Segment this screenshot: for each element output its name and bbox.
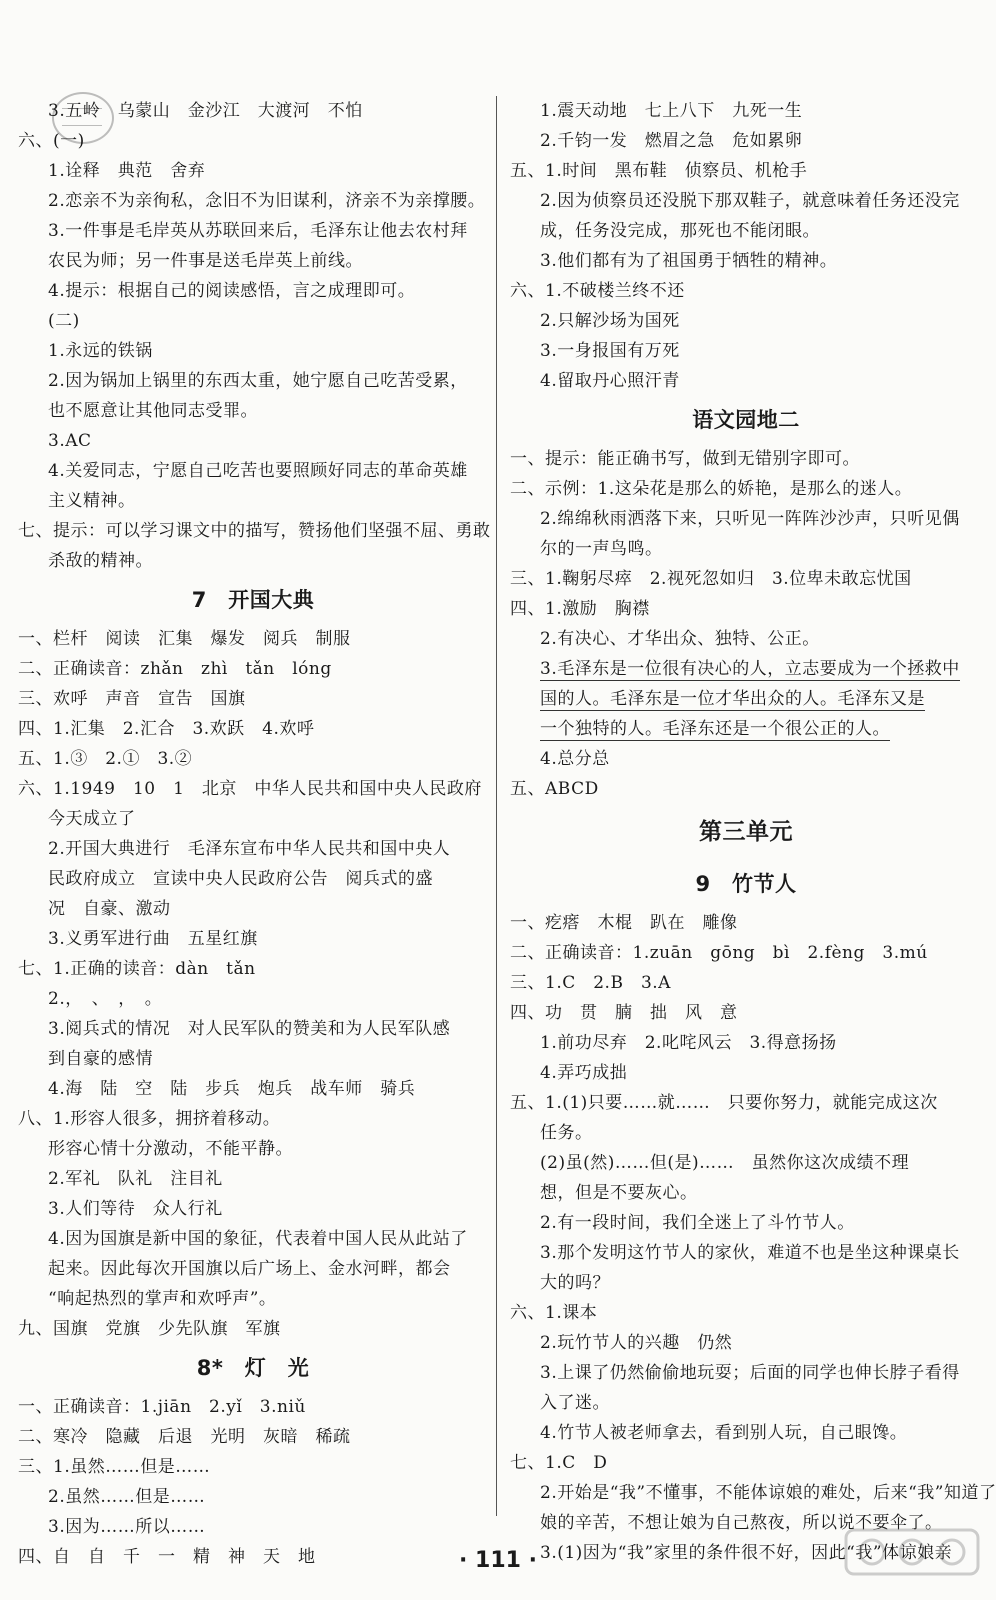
answer-line xyxy=(18,1074,488,1104)
answer-line-text: 1.前功尽弃 2.叱咤风云 3.得意扬扬 xyxy=(540,1033,837,1053)
answer-line-text: 国的人。毛泽东是一位才华出众的人。毛泽东又是 xyxy=(540,689,925,709)
answer-line-text: 2.军礼 队礼 注目礼 xyxy=(48,1169,223,1189)
answer-line xyxy=(18,216,488,246)
answer-line xyxy=(510,366,982,396)
answer-line xyxy=(18,774,488,804)
answer-line xyxy=(510,1208,982,1238)
answer-line-text: 2.因为锅加上锅里的东西太重，她宁愿自己吃苦受累， xyxy=(48,371,468,391)
answer-line xyxy=(510,1448,982,1478)
answer-line-text: 2.因为侦察员还没脱下那双鞋子，就意味着任务还没完 xyxy=(540,191,960,211)
answer-line-text: 六、1.不破楼兰终不还 xyxy=(510,281,685,301)
answer-line-text: “响起热烈的掌声和欢呼声”。 xyxy=(48,1289,277,1309)
answer-line-text: 2.虽然……但是…… xyxy=(48,1487,206,1507)
answer-line xyxy=(18,954,488,984)
answer-line-text: 农民为师；另一件事是送毛岸英上前线。 xyxy=(48,251,363,271)
section-heading-text: 8* 灯 光 xyxy=(196,1356,310,1380)
answer-line-text: 大的吗？ xyxy=(540,1273,610,1293)
section-heading xyxy=(18,1344,488,1392)
answer-line-text: 五、1.③ 2.① 3.② xyxy=(18,749,193,769)
answer-line xyxy=(18,306,488,336)
answer-line xyxy=(510,1478,996,1508)
answer-line xyxy=(18,366,488,396)
answer-line-text: 九、国旗 党旗 少先队旗 军旗 xyxy=(18,1319,281,1339)
answer-line xyxy=(510,306,982,336)
answer-line-text: 4.留取丹心照汗青 xyxy=(540,371,680,391)
answer-line xyxy=(510,216,982,246)
answer-line-text: 3.一身报国有万死 xyxy=(540,341,680,361)
answer-line xyxy=(18,684,488,714)
answer-line-text: 3.他们都有为了祖国勇于牺牲的精神。 xyxy=(540,251,838,271)
answer-line xyxy=(510,474,982,504)
answer-line-text: 4.弄巧成拙 xyxy=(540,1063,628,1083)
answer-line xyxy=(510,1088,982,1118)
answer-line xyxy=(18,336,488,366)
answer-line xyxy=(18,1194,488,1224)
answer-line xyxy=(18,156,488,186)
section-heading xyxy=(510,860,982,908)
answer-line-text: 一、正确读音：1.jiān 2.yǐ 3.niǔ xyxy=(18,1397,306,1417)
answer-line xyxy=(510,1298,982,1328)
answer-line-text: 3.义勇军进行曲 五星红旗 xyxy=(48,929,258,949)
answer-line xyxy=(18,624,488,654)
answer-line-text: 4.因为国旗是新中国的象征，代表着中国人民从此站了 xyxy=(48,1229,468,1249)
answer-line xyxy=(18,834,488,864)
answer-line-text: 一、疙瘩 木棍 趴在 雕像 xyxy=(510,913,738,933)
answer-line xyxy=(18,546,488,576)
answer-line xyxy=(18,744,488,774)
answer-line-text: 杀敌的精神。 xyxy=(48,551,153,571)
answer-line-text: 2.只解沙场为国死 xyxy=(540,311,680,331)
answer-line-text: 四、1.汇集 2.汇合 3.欢跃 4.欢呼 xyxy=(18,719,315,739)
answer-line-text: 三、欢呼 声音 宣告 国旗 xyxy=(18,689,246,709)
answer-line xyxy=(510,1118,982,1148)
left-column xyxy=(18,96,491,1572)
answer-line-text: 1.震天动地 七上八下 九死一生 xyxy=(540,101,803,121)
column-divider xyxy=(496,96,497,1516)
answer-line xyxy=(510,1418,982,1448)
answer-line-text: 一个独特的人。毛泽东还是一个很公正的人。 xyxy=(540,719,890,739)
answer-line-text: 2.开始是“我”不懂事，不能体谅娘的难处，后来“我”知道了 xyxy=(540,1483,996,1503)
answer-line xyxy=(510,684,982,714)
answer-line-text: 五、ABCD xyxy=(510,779,599,799)
answer-line-text: 4.海 陆 空 陆 步兵 炮兵 战车师 骑兵 xyxy=(48,1079,416,1099)
answer-line xyxy=(18,276,488,306)
answer-line xyxy=(510,1058,982,1088)
answer-line-text: 八、1.形容人很多，拥挤着移动。 xyxy=(18,1109,281,1129)
answer-line xyxy=(510,1148,982,1178)
answer-line-text: 三、1.C 2.B 3.A xyxy=(510,973,671,993)
answer-line-text: 起来。因此每次开国旗以后广场上、金水河畔，都会 xyxy=(48,1259,451,1279)
unit-heading xyxy=(510,804,982,860)
answer-line-text: 2.， 、 ， 。 xyxy=(48,989,163,1009)
answer-line xyxy=(18,1452,488,1482)
answer-line xyxy=(510,504,982,534)
answer-line-text: 4.竹节人被老师拿去，看到别人玩，自己眼馋。 xyxy=(540,1423,908,1443)
answer-line-text: 四、自 自 千 一 精 神 天 地 xyxy=(18,1547,316,1567)
answer-line-text: 六、(一) xyxy=(18,131,85,151)
answer-line-text: 四、功 贯 腩 拙 风 意 xyxy=(510,1003,738,1023)
answer-line xyxy=(510,444,982,474)
answer-line-text: 3.一件事是毛岸英从苏联回来后，毛泽东让他去农村拜 xyxy=(48,221,468,241)
answer-line xyxy=(18,1482,488,1512)
answer-line-text: 一、栏杆 阅读 汇集 爆发 阅兵 制服 xyxy=(18,629,351,649)
answer-line xyxy=(18,864,488,894)
answer-line-text: 成，任务没完成，那死也不能闭眼。 xyxy=(540,221,820,241)
answer-line xyxy=(510,336,982,366)
answer-line-text: 二、正确读音：1.zuān gōng bì 2.fèng 3.mú xyxy=(510,943,928,963)
answer-line xyxy=(18,426,488,456)
answer-line xyxy=(510,1178,982,1208)
answer-line xyxy=(510,246,982,276)
answer-line-text: 二、示例：1.这朵花是那么的娇艳，是那么的迷人。 xyxy=(510,479,913,499)
answer-line xyxy=(18,396,488,426)
answer-line-text: 3.上课了仍然偷偷地玩耍；后面的同学也伸长脖子看得 xyxy=(540,1363,960,1383)
answer-line-text: 3.因为……所以…… xyxy=(48,1517,206,1537)
answer-line xyxy=(18,714,488,744)
answer-line-text: 2.有决心、才华出众、独特、公正。 xyxy=(540,629,820,649)
answer-line-text: 五、1.(1)只要……就…… 只要你努力，就能完成这次 xyxy=(510,1093,938,1113)
answer-line-text: 今天成立了 xyxy=(48,809,136,829)
answer-line-text: 2.绵绵秋雨洒落下来，只听见一阵阵沙沙声，只听见偶 xyxy=(540,509,960,529)
answer-line xyxy=(510,1028,982,1058)
answer-line-text: 入了迷。 xyxy=(540,1393,610,1413)
answer-line xyxy=(510,1328,982,1358)
answer-line-text: 2.有一段时间，我们全迷上了斗竹节人。 xyxy=(540,1213,855,1233)
answer-line-text: 4.关爱同志，宁愿自己吃苦也要照顾好同志的革命英雄 xyxy=(48,461,468,481)
section-heading xyxy=(18,576,488,624)
answer-line xyxy=(510,156,982,186)
answer-line-text: 主义精神。 xyxy=(48,491,136,511)
answer-line-text: 五、1.时间 黑布鞋 侦察员、机枪手 xyxy=(510,161,808,181)
answer-line xyxy=(18,456,488,486)
answer-line xyxy=(510,714,982,744)
answer-line xyxy=(18,186,488,216)
answer-line-text: 2.千钧一发 燃眉之急 危如累卵 xyxy=(540,131,803,151)
unit-heading-text: 第三单元 xyxy=(699,819,793,845)
page-number: · 111 · xyxy=(459,1548,537,1573)
answer-line xyxy=(510,624,982,654)
answer-line-text: 况 自豪、激动 xyxy=(48,899,171,919)
answer-line xyxy=(18,924,488,954)
answer-line xyxy=(510,938,982,968)
answer-line xyxy=(18,984,488,1014)
answer-line-text: (二) xyxy=(48,311,80,331)
answer-line xyxy=(18,1314,488,1344)
watermark-logo-icon xyxy=(842,1520,982,1582)
answer-line xyxy=(510,126,982,156)
answer-line-text: 娘的辛苦，不想让娘为自己熬夜，所以说不要伞了。 xyxy=(540,1513,943,1533)
answer-line-text: 三、1.鞠躬尽瘁 2.视死忽如归 3.位卑未敢忘忧国 xyxy=(510,569,912,589)
answer-line xyxy=(18,246,488,276)
answer-line xyxy=(510,534,982,564)
answer-line xyxy=(18,1104,488,1134)
answer-line xyxy=(18,804,488,834)
answer-line-text: (2)虽(然)……但(是)…… 虽然你这次成绩不理 xyxy=(540,1153,910,1173)
answer-line-text: 1.永远的铁锅 xyxy=(48,341,153,361)
answer-line xyxy=(18,1284,488,1314)
answer-line xyxy=(510,654,982,684)
answer-line xyxy=(510,276,982,306)
answer-line xyxy=(510,1388,982,1418)
answer-line-text: 2.开国大典进行 毛泽东宣布中华人民共和国中央人 xyxy=(48,839,451,859)
answer-line xyxy=(18,96,488,126)
answer-line xyxy=(18,1254,488,1284)
answer-line xyxy=(18,654,488,684)
answer-line xyxy=(18,1422,488,1452)
answer-line-text: 3.阅兵式的情况 对人民军队的赞美和为人民军队感 xyxy=(48,1019,451,1039)
answer-line-text: 3.那个发明这竹节人的家伙，难道不也是坐这种课桌长 xyxy=(540,1243,960,1263)
answer-line-text: 4.总分总 xyxy=(540,749,610,769)
answer-line xyxy=(18,1164,488,1194)
answer-line xyxy=(510,1238,982,1268)
answer-line xyxy=(18,516,491,546)
answer-line-text: 尔的一声鸟鸣。 xyxy=(540,539,663,559)
answer-line-text: 想，但是不要灰心。 xyxy=(540,1183,698,1203)
answer-line-text: 也不愿意让其他同志受罪。 xyxy=(48,401,258,421)
answer-line xyxy=(18,1014,488,1044)
answer-line-text: 2.恋亲不为亲徇私，念旧不为旧谋利，济亲不为亲撑腰。 xyxy=(48,191,486,211)
answer-line-text: 三、1.虽然……但是…… xyxy=(18,1457,211,1477)
answer-line xyxy=(510,744,982,774)
answer-line-text: 任务。 xyxy=(540,1123,593,1143)
answer-line xyxy=(510,1268,982,1298)
answer-line-text: 六、1.课本 xyxy=(510,1303,598,1323)
answer-line-text: 3.AC xyxy=(48,431,92,451)
section-heading xyxy=(510,396,982,444)
section-heading-text: 语文园地二 xyxy=(692,408,800,432)
answer-line-text: 七、提示：可以学习课文中的描写，赞扬他们坚强不屈、勇敢 xyxy=(18,521,491,541)
answer-line xyxy=(18,1392,488,1422)
answer-line-text: 3.五岭 乌蒙山 金沙江 大渡河 不怕 xyxy=(48,101,363,121)
answer-line-text: 形容心情十分激动，不能平静。 xyxy=(48,1139,293,1159)
answer-line xyxy=(510,998,982,1028)
answer-line-text: 1.诠释 典范 舍弃 xyxy=(48,161,206,181)
answer-line-text: 民政府成立 宣读中央人民政府公告 阅兵式的盛 xyxy=(48,869,433,889)
section-heading-text: 7 开国大典 xyxy=(191,588,315,612)
answer-line xyxy=(510,968,982,998)
answer-line xyxy=(510,96,982,126)
answer-line-text: 二、寒冷 隐藏 后退 光明 灰暗 稀疏 xyxy=(18,1427,351,1447)
section-heading-text: 9 竹节人 xyxy=(695,872,797,896)
answer-line-text: 一、提示：能正确书写，做到无错别字即可。 xyxy=(510,449,860,469)
answer-line-text: 四、1.激励 胸襟 xyxy=(510,599,650,619)
answer-line xyxy=(18,486,488,516)
answer-line-text: 4.提示：根据自己的阅读感悟，言之成理即可。 xyxy=(48,281,416,301)
answer-line xyxy=(18,126,488,156)
answer-line xyxy=(510,564,982,594)
answer-line-text: 3.(1)因为“我”家里的条件很不好，因此“我”体谅娘亲 xyxy=(540,1543,953,1563)
answer-line-text: 3.人们等待 众人行礼 xyxy=(48,1199,223,1219)
right-column xyxy=(510,96,996,1568)
answer-line xyxy=(18,1224,488,1254)
answer-line-text: 七、1.C D xyxy=(510,1453,608,1473)
answer-line xyxy=(18,1134,488,1164)
answer-line-text: 六、1.1949 10 1 北京 中华人民共和国中央人民政府 xyxy=(18,779,482,799)
answer-line xyxy=(18,1512,488,1542)
answer-line xyxy=(18,1044,488,1074)
answer-line xyxy=(510,908,982,938)
answer-line-text: 到自豪的感情 xyxy=(48,1049,153,1069)
answer-line xyxy=(510,186,982,216)
answer-line-text: 七、1.正确的读音：dàn tǎn xyxy=(18,959,256,979)
answer-line xyxy=(510,1358,982,1388)
answer-line-text: 二、正确读音：zhǎn zhì tǎn lóng xyxy=(18,659,332,679)
answer-line-text: 2.玩竹节人的兴趣 仍然 xyxy=(540,1333,733,1353)
answer-line xyxy=(510,594,982,624)
answer-line-text: 3.毛泽东是一位很有决心的人，立志要成为一个拯救中 xyxy=(540,659,960,679)
answer-line xyxy=(18,894,488,924)
answer-line xyxy=(510,774,982,804)
